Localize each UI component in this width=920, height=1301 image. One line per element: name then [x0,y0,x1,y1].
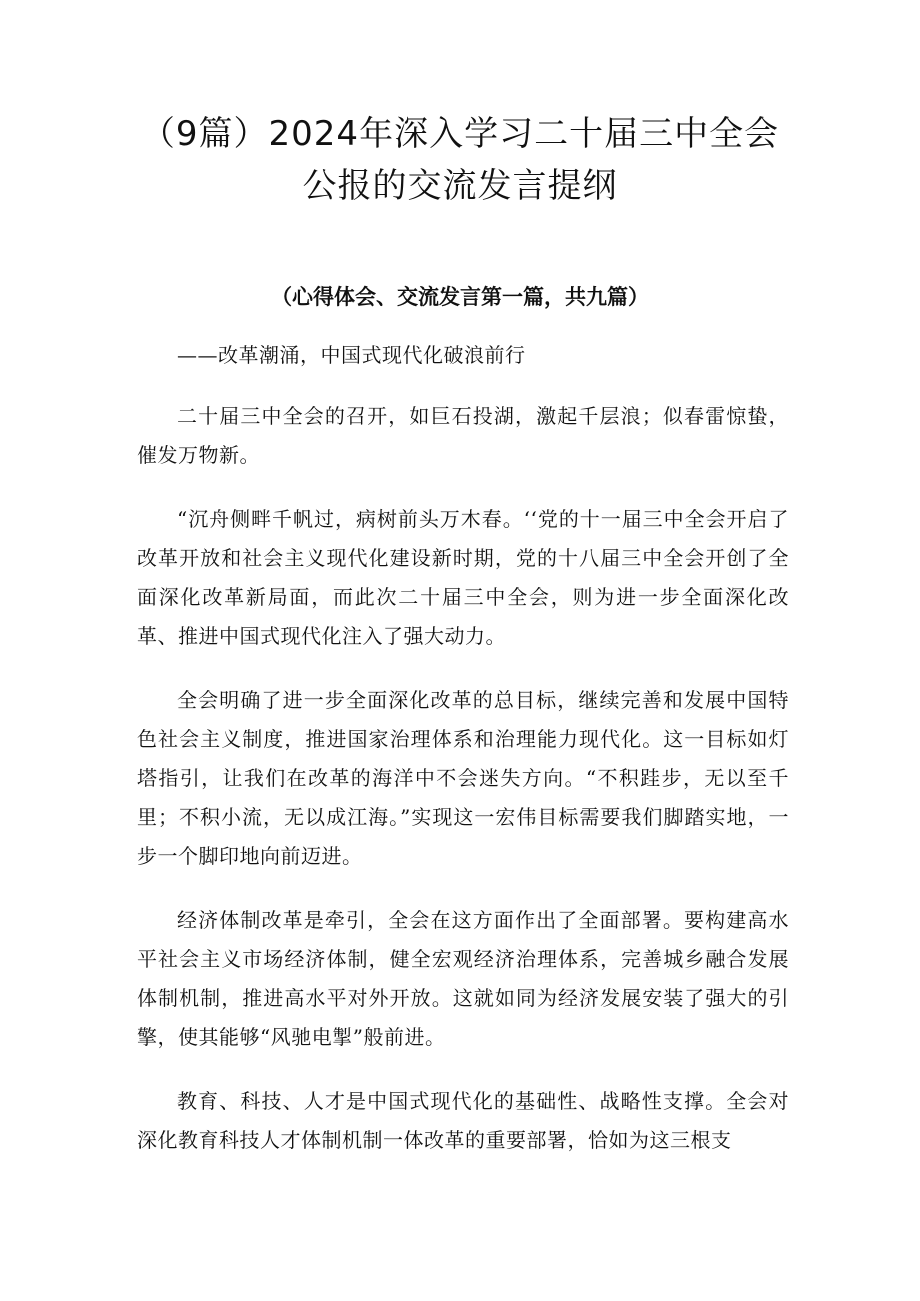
document-title-line-1: （9篇）2024年深入学习二十届三中全会 [140,114,780,154]
document-title-line-2: 公报的交流发言提纲 [302,166,618,206]
paragraph: “沉舟侧畔千帆过，病树前头万木春。‘‘党的十一届三中全会开启了改革开放和社会主义现代化建设新时期，党的十八届三中全会开创了全面深化改革新局面，而此次二十届三中全会，则为进一步全面深化改革、推进中国式现代化注入了强大动力。 [137,507,789,648]
document-subtitle: （心得体会、交流发言第一篇，共九篇） [271,285,649,309]
paragraph: 教育、科技、人才是中国式现代化的基础性、战略性支撑。全会对深化教育科技人才体制机制一体改革的重要部署，恰如为这三根支 [137,1089,789,1152]
document-tagline: ——改革潮涌，中国式现代化破浪前行 [177,343,526,367]
paragraph: 全会明确了进一步全面深化改革的总目标，继续完善和发展中国特色社会主义制度，推进国家治理体系和治理能力现代化。这一目标如灯塔指引，让我们在改革的海洋中不会迷失方向。“不积跬步，无以至千里；不积小流，无以成江海。”实现这一宏伟目标需要我们脚踏实地，一步一个脚印地向前迈进。 [137,688,789,868]
document-body [137,336,789,1185]
paragraph: 二十届三中全会的召开，如巨石投湖，激起千层浪；似春雷惊蛰，催发万物新。 [137,404,789,467]
paragraph: 经济体制改革是牵引，全会在这方面作出了全面部署。要构建高水平社会主义市场经济体制，健全宏观经济治理体系，完善城乡融合发展体制机制，推进高水平对外开放。这就如同为经济发展安装了强大的引擎，使其能够“风驰电掣”般前进。 [137,908,789,1049]
